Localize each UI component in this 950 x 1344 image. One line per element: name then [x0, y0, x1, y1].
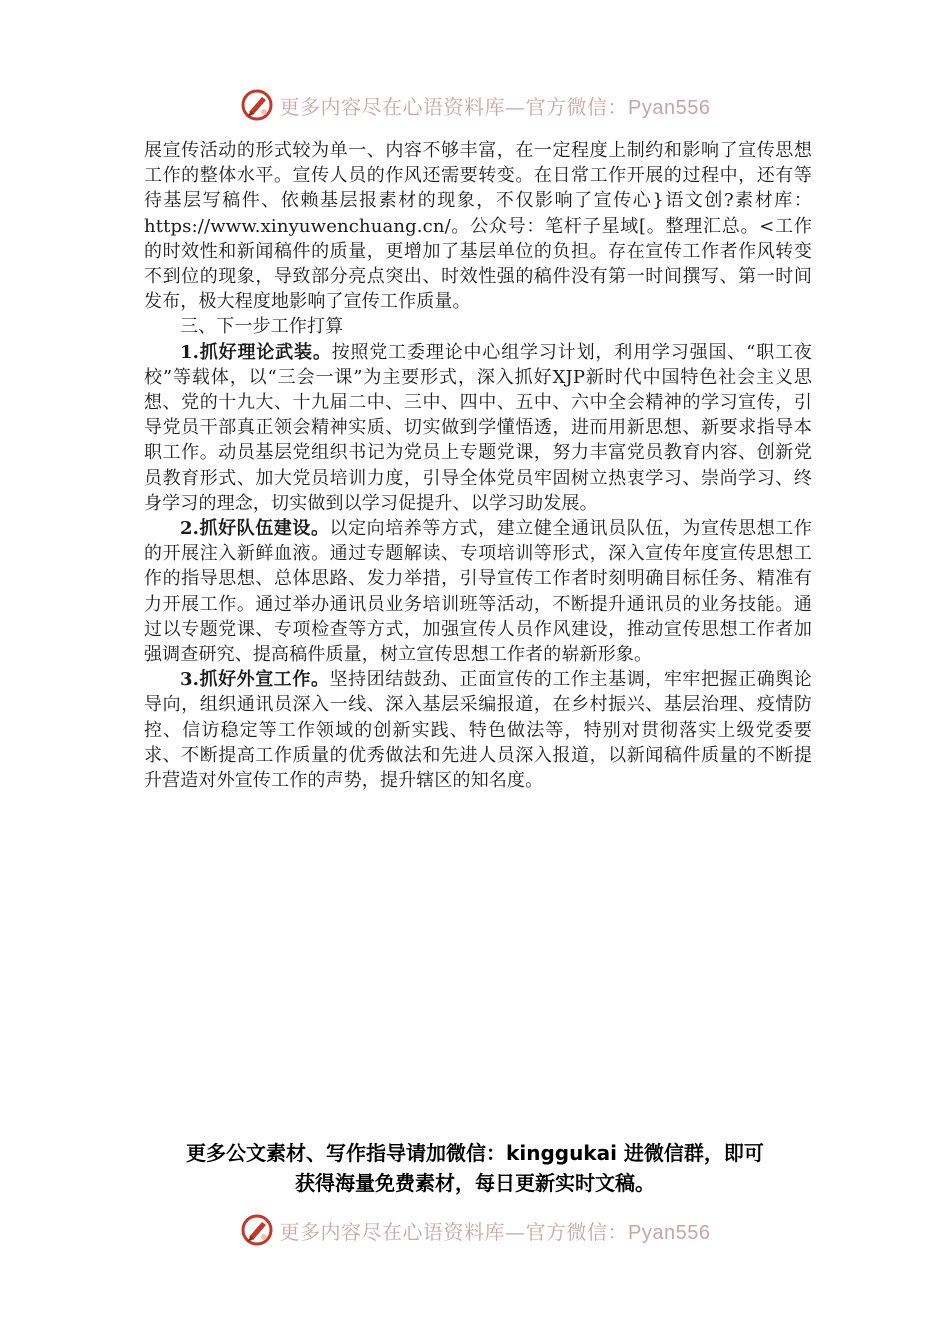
promo-notice: [0, 1138, 950, 1198]
footer-banner-text: 更多内容尽在心语资料库—官方微信：Pyan556: [279, 1219, 711, 1244]
work-item-1-text: 按照党工委理论中心组学习计划，利用学习强国、“职工夜校”等载体，以“三会一课”为主要形式，深入抓好XJP新时代中国特色社会主义思想、党的十九大、十九届二中、三中、四中、五中、六中全会精神的学习宣传，引导党员干部真正领会精神实质、切实做到学懂悟透，进而用新思想、新要求指导本职工作。动员基层党组织书记为党员上专题党课，努力丰富党员教育内容、创新党员教育形式、加大党员培训力度，引导全体党员牢固树立热衷学习、崇尚学习、终身学习的理念，切实做到以学习促提升、以学习助发展。: [144, 341, 812, 514]
work-item-1-title: 1.抓好理论武装。: [180, 341, 332, 363]
promo-line-2: 获得海量免费素材，每日更新实时文稿。: [295, 1171, 655, 1195]
header-banner-text: 更多内容尽在心语资料库—官方微信：Pyan556: [279, 94, 711, 119]
promo-line-1: 更多公文素材、写作指导请加微信：kinggukai 进微信群，即可: [186, 1141, 764, 1165]
section-heading: 三、下一步工作打算: [180, 316, 344, 338]
header-wechat-id: Pyan556: [628, 96, 711, 119]
document-body: [144, 138, 812, 793]
header-banner: [0, 85, 950, 125]
footer-wechat-id: Pyan556: [628, 1221, 711, 1244]
work-item-3-title: 3.抓好外宣工作。: [180, 669, 330, 691]
body-paragraph: 展宣传活动的形式较为单一、内容不够丰富，在一定程度上制约和影响了宣传思想工作的整体水平。宣传人员的作风还需要转变。在日常工作开展的过程中，还有等待基层写稿件、依赖基层报素材的现象，不仅影响了宣传心}语文创?素材库：https://www.xinyuwenchuang.cn/。公众号：笔杆子星域[。整理汇总。<工作的时效性和新闻稿件的质量，更增加了基层单位的负担。存在宣传工作者作风转变不到位的现象，导致部分亮点突出、时效性强的稿件没有第一时间撰写、第一时间发布，极大程度地影响了宣传工作质量。: [144, 140, 812, 313]
work-item-3-text: 坚持团结鼓劲、正面宣传的工作主基调，牢牢把握正确舆论导向，组织通讯员深入一线、深入基层采编报道，在乡村振兴、基层治理、疫情防控、信访稳定等工作领域的创新实践、特色做法等，特别对贯彻落实上级党委要求、不断提高工作质量的优秀做法和先进人员深入报道，以新闻稿件质量的不断提升营造对外宣传工作的声势，提升辖区的知名度。: [144, 669, 812, 792]
work-item-2: [144, 516, 812, 667]
work-item-2-text: 以定向培养等方式，建立健全通讯员队伍，为宣传思想工作的开展注入新鲜血液。通过专题解读、专项培训等形式，深入宣传年度宣传思想工作的指导思想、总体思路、发力举措，引导宣传工作者时刻明确目标任务、精准有力开展工作。通过举办通讯员业务培训班等活动，不断提升通讯员的业务技能。通过以专题党课、专项检查等方式，加强宣传人员作风建设，推动宣传思想工作者加强调查研究、提高稿件质量，树立宣传思想工作者的崭新形象。: [144, 518, 812, 666]
work-item-3: [144, 667, 812, 793]
pen-circle-logo-icon: [240, 1213, 274, 1247]
footer-banner: [0, 1210, 950, 1250]
work-item-1: [144, 340, 812, 516]
work-item-2-title: 2.抓好队伍建设。: [180, 518, 330, 540]
pen-circle-logo-icon: [240, 88, 274, 122]
